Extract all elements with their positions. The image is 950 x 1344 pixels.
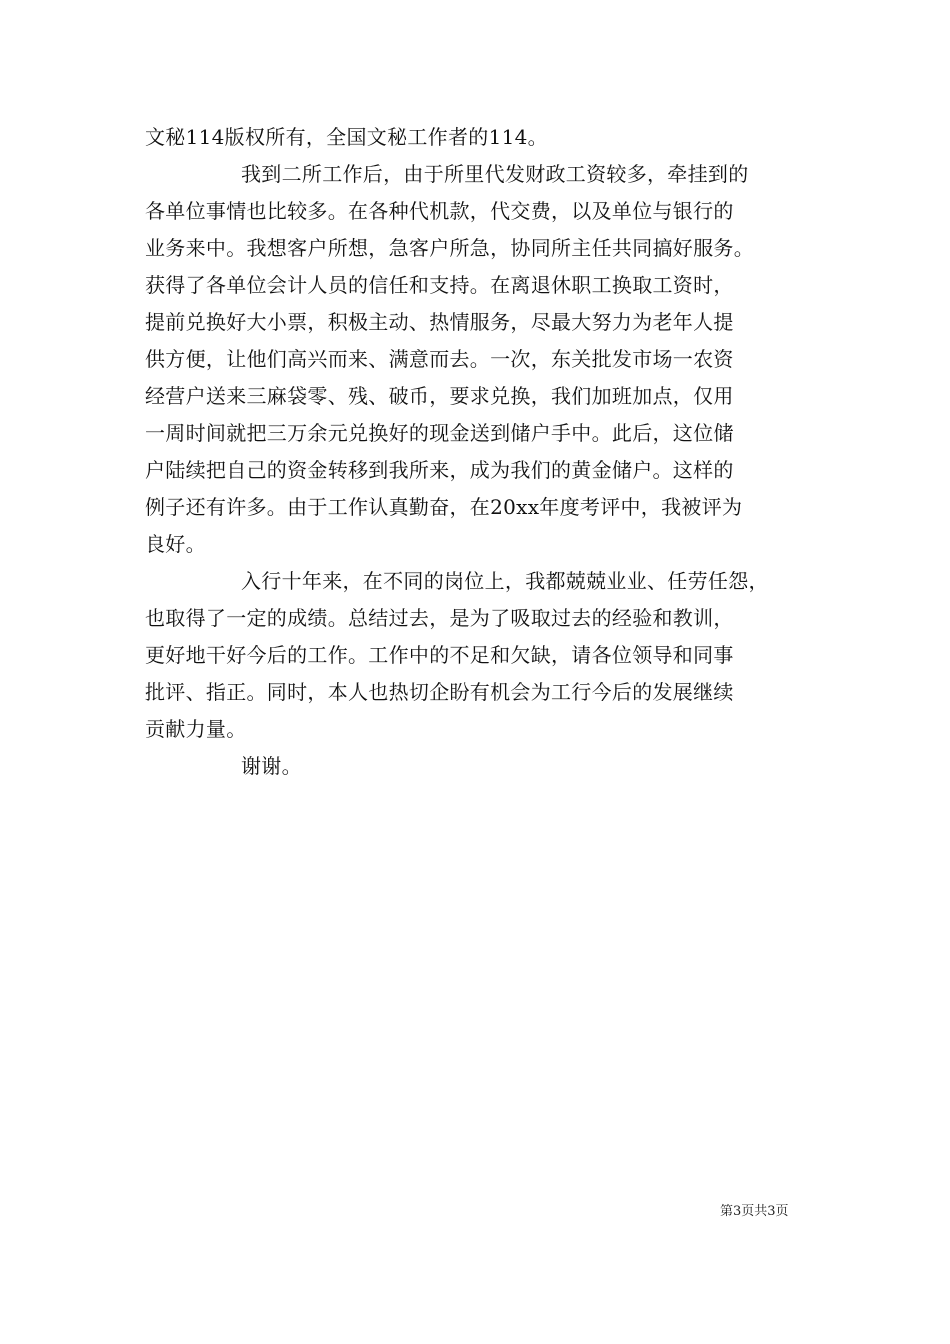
text-line: 供方便，让他们高兴而来、满意而去。一次，东关批发市场一农资: [145, 347, 734, 371]
text-line: 良好。: [145, 532, 206, 556]
text-line: 各单位事情也比较多。在各种代机款，代交费，以及单位与银行的: [145, 199, 734, 223]
text-line: 例子还有许多。由于工作认真勤奋，在20xx年度考评中，我被评为: [145, 495, 743, 519]
text-line: 经营户送来三麻袋零、残、破币，要求兑换，我们加班加点，仅用: [145, 384, 734, 408]
text-line: 获得了各单位会计人员的信任和支持。在离退休职工换取工资时，: [145, 273, 734, 297]
text-line: 户陆续把自己的资金转移到我所来，成为我们的黄金储户。这样的: [145, 458, 734, 482]
text-line: 贡献力量。: [145, 717, 247, 741]
closing-line: 谢谢。: [241, 754, 302, 778]
text-line: 更好地干好今后的工作。工作中的不足和欠缺，请各位领导和同事: [145, 643, 734, 667]
page-number-footer: 第3页共3页: [720, 1204, 789, 1219]
text-line: 业务来中。我想客户所想，急客户所急，协同所主任共同搞好服务。: [145, 236, 754, 260]
text-line: 文秘114版权所有，全国文秘工作者的114。: [145, 125, 548, 149]
text-line: 提前兑换好大小票，积极主动、热情服务，尽最大努力为老年人提: [145, 310, 734, 334]
paragraph-start-line: 我到二所工作后，由于所里代发财政工资较多，牵挂到的: [241, 162, 749, 186]
text-line: 批评、指正。同时，本人也热切企盼有机会为工行今后的发展继续: [145, 680, 734, 704]
text-line: 也取得了一定的成绩。总结过去，是为了吸取过去的经验和教训，: [145, 606, 734, 630]
text-line: 一周时间就把三万余元兑换好的现金送到储户手中。此后，这位储: [145, 421, 734, 445]
paragraph-start-line: 入行十年来，在不同的岗位上，我都兢兢业业、任劳任怨，: [241, 569, 769, 593]
